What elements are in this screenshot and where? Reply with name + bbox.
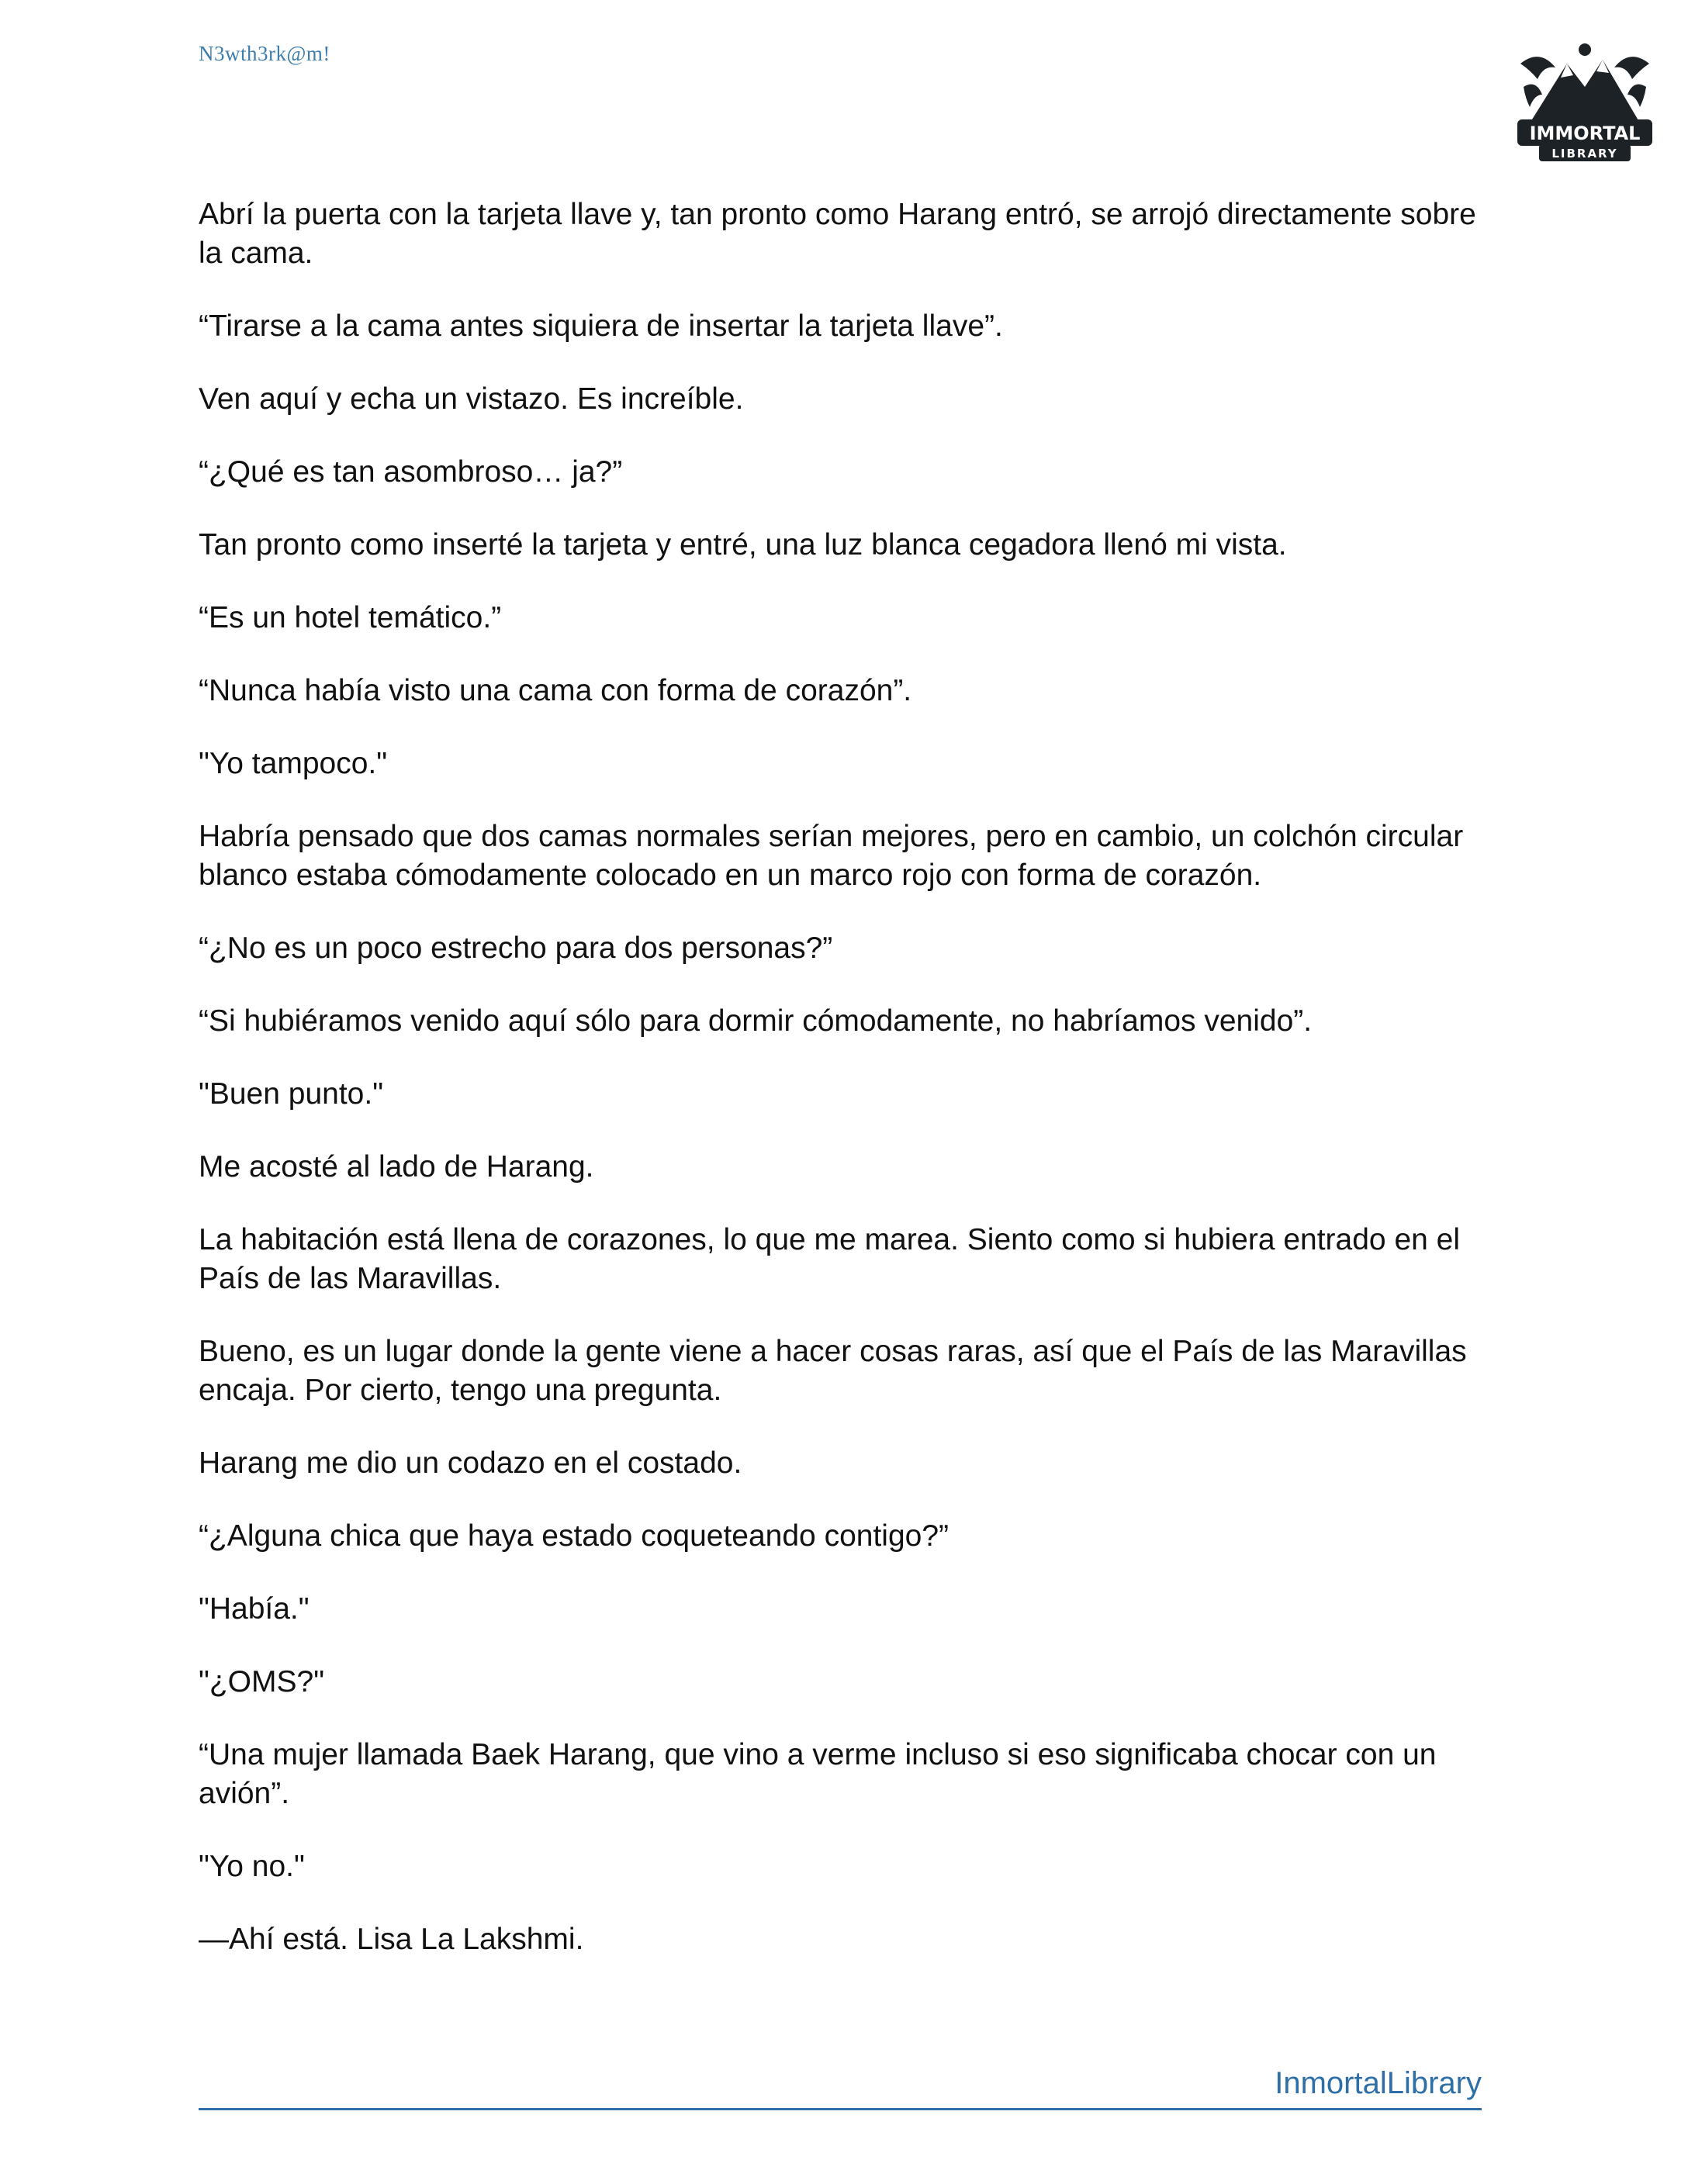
paragraph-4: “¿Qué es tan asombroso… ja?” [199,455,623,489]
footer-rule [199,2061,1482,2110]
logo-text-bottom: LIBRARY [1551,147,1618,161]
paragraph-5: Tan pronto como inserté la tarjeta y entré, una luz blanca cegadora llenó mi vista. [199,528,1287,562]
paragraph-14: La habitación está llena de corazones, lo que me marea. Siento como si hubiera entrado en el País de las Maravillas. [199,1223,1461,1295]
paragraph-11: “Si hubiéramos venido aquí sólo para dormir cómodamente, no habríamos venido”. [199,1004,1313,1038]
paragraph-2: “Tirarse a la cama antes siquiera de insertar la tarjeta llave”. [199,309,1003,343]
paragraph-22: —Ahí está. Lisa La Lakshmi. [199,1923,584,1956]
paragraph-20: “Una mujer llamada Baek Harang, que vino a verme incluso si eso significaba chocar con un avión”. [199,1738,1437,1810]
paragraph-6: “Es un hotel temático.” [199,601,502,634]
paragraph-15: Bueno, es un lugar donde la gente viene a hacer cosas raras, así que el País de las Maravillas encaja. Por cierto, tengo una pregunta. [199,1335,1467,1407]
chapter-body [199,195,1502,1993]
paragraph-18: "Había." [199,1592,310,1626]
paragraph-19: "¿OMS?" [199,1665,325,1698]
paragraph-8: "Yo tampoco." [199,747,388,780]
paragraph-7: “Nunca había visto una cama con forma de corazón”. [199,674,912,707]
paragraph-13: Me acosté al lado de Harang. [199,1150,594,1184]
paragraph-3: Ven aquí y echa un vistazo. Es increíble. [199,382,744,416]
paragraph-21: "Yo no." [199,1850,305,1883]
paragraph-9: Habría pensado que dos camas normales serían mejores, pero en cambio, un colchón circular blanco estaba cómodamente colocado en un marco rojo con forma de corazón. [199,820,1464,892]
footer-link[interactable]: InmortalLibrary [1275,2066,1482,2100]
paragraph-16: Harang me dio un codazo en el costado. [199,1446,742,1480]
immortal-library-logo-icon [1513,33,1657,164]
paragraph-17: “¿Alguna chica que haya estado coqueteando contigo?” [199,1519,950,1553]
paragraph-10: “¿No es un poco estrecho para dos personas?” [199,931,833,965]
paragraph-12: "Buen punto." [199,1077,384,1111]
paragraph-1: Abrí la puerta con la tarjeta llave y, tan pronto como Harang entró, se arrojó directamente sobre la cama. [199,198,1476,270]
header-tag: N3wth3rk@m! [199,42,330,65]
logo-text-top: IMMORTAL [1529,123,1641,144]
